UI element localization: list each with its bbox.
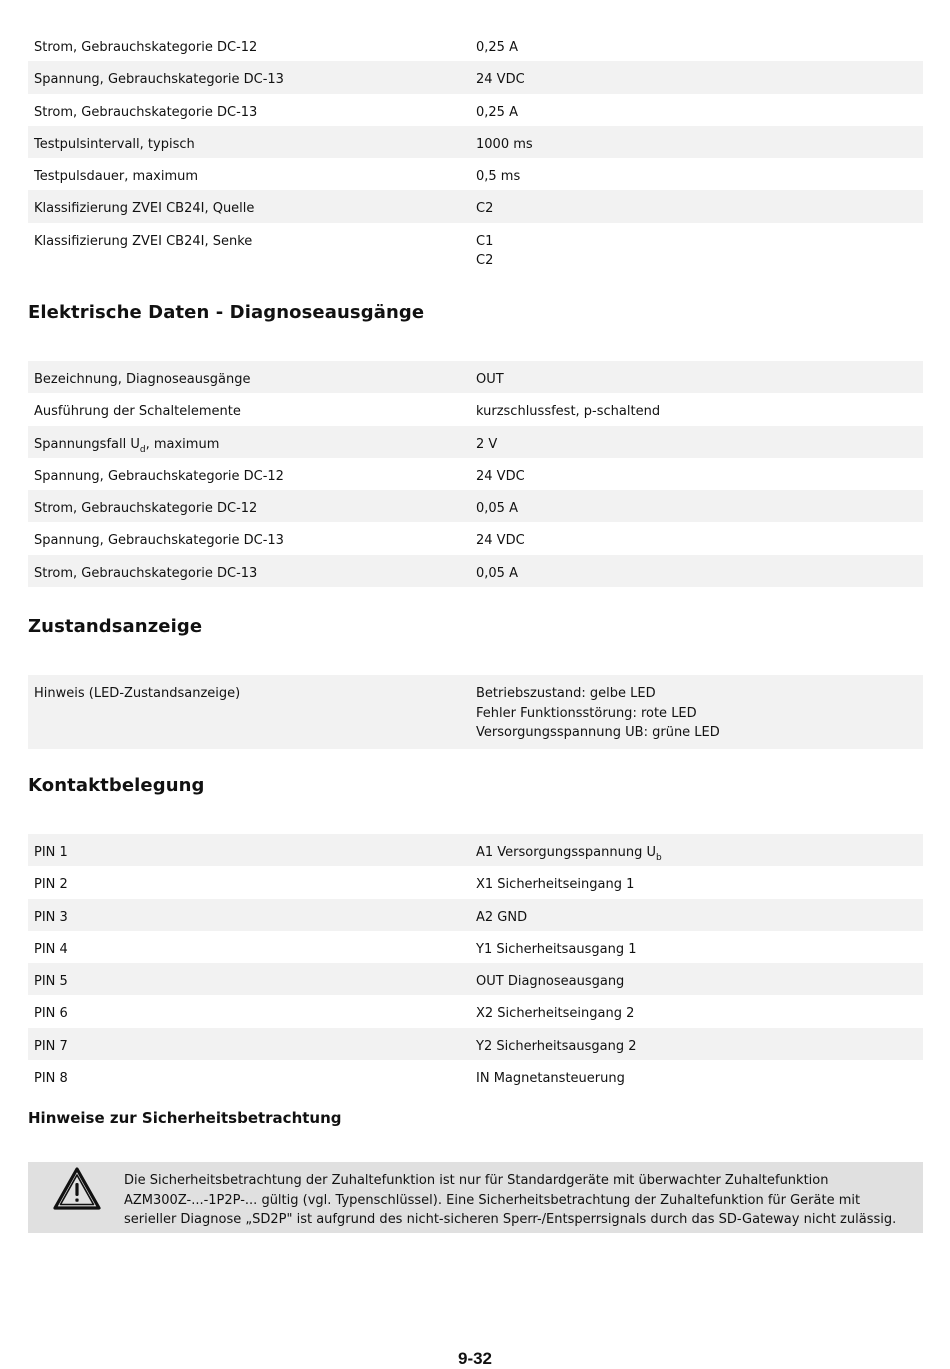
- row-value: 0,5 ms: [476, 169, 521, 185]
- table-row: [28, 995, 923, 1027]
- table-row: [28, 94, 923, 126]
- table-electrical-continued: [28, 29, 923, 276]
- table-row: [28, 963, 923, 995]
- row-value: kurzschlussfest, p-schaltend: [476, 404, 661, 420]
- table-row: [28, 490, 923, 522]
- table-status-display: [28, 675, 923, 749]
- label-text: , maximum: [145, 436, 220, 452]
- row-label: PIN 2: [34, 877, 68, 893]
- row-value: OUT: [476, 372, 504, 387]
- table-row: [28, 1060, 923, 1092]
- row-label: Hinweis (LED-Zustandsanzeige): [34, 686, 241, 701]
- table-row: [28, 899, 923, 931]
- table-row: [28, 931, 923, 963]
- table-row: [28, 190, 923, 222]
- table-row: [28, 223, 923, 276]
- row-label: PIN 3: [34, 909, 68, 925]
- row-value: 1000 ms: [476, 136, 533, 152]
- table-row: [28, 834, 923, 866]
- table-row: [28, 555, 923, 587]
- row-value: [476, 684, 923, 743]
- table-row: [28, 522, 923, 554]
- value-line: Versorgungsspannung UB: grüne LED: [476, 725, 720, 740]
- section-heading-pin-assignment: Kontaktbelegung: [28, 775, 205, 796]
- row-value: 0,05 A: [476, 565, 518, 581]
- table-diagnostic-outputs: [28, 361, 923, 587]
- row-label: Strom, Gebrauchskategorie DC-13: [34, 565, 258, 581]
- row-label: Strom, Gebrauchskategorie DC-12: [34, 501, 258, 517]
- value-line: Betriebszustand: gelbe LED: [476, 686, 656, 701]
- row-value: Y2 Sicherheitsausgang 2: [476, 1038, 637, 1054]
- row-value: OUT Diagnoseausgang: [476, 974, 625, 990]
- row-value: A2 GND: [476, 909, 528, 925]
- table-row: [28, 458, 923, 490]
- row-value: [476, 232, 923, 271]
- table-row: [28, 393, 923, 425]
- value-line: Fehler Funktionsstörung: rote LED: [476, 705, 697, 721]
- section-heading-diagnostic-outputs: Elektrische Daten - Diagnoseausgänge: [28, 302, 425, 323]
- value-subscript: b: [655, 853, 662, 863]
- row-label: Ausführung der Schaltelemente: [34, 404, 241, 420]
- row-label: [28, 435, 476, 458]
- row-label: Strom, Gebrauchskategorie DC-13: [34, 104, 258, 120]
- section-heading-safety-notes: Hinweise zur Sicherheitsbetrachtung: [28, 1109, 342, 1127]
- row-label: PIN 1: [34, 845, 68, 860]
- row-label: PIN 7: [34, 1038, 68, 1054]
- label-text: Spannungsfall U: [34, 436, 140, 452]
- row-label: Strom, Gebrauchskategorie DC-12: [34, 40, 258, 55]
- row-label: Bezeichnung, Diagnoseausgänge: [34, 372, 251, 387]
- section-heading-status-display: Zustandsanzeige: [28, 616, 203, 637]
- row-label: Spannung, Gebrauchskategorie DC-13: [34, 72, 284, 88]
- value-line: C1: [476, 233, 494, 249]
- row-value: 0,25 A: [476, 40, 518, 55]
- row-value: 24 VDC: [476, 468, 525, 484]
- warning-triangle-icon: [52, 1166, 102, 1212]
- row-value: 24 VDC: [476, 72, 525, 88]
- row-label: PIN 8: [34, 1071, 68, 1087]
- table-row: [28, 361, 923, 393]
- row-value: [476, 843, 923, 866]
- row-label: Testpulsdauer, maximum: [34, 169, 199, 185]
- table-row: [28, 1028, 923, 1060]
- table-row: [28, 29, 923, 61]
- safety-warning-text: Die Sicherheitsbetrachtung der Zuhaltefunktion ist nur für Standardgeräte mit überwachter Zuhaltefunktion AZM300Z-...-1P2P-... gültig (vgl. Typenschlüssel). Eine Sicherheitsbetrachtung der Zuhaltefunktion für Geräte mit serieller Diagnose „SD2P" ist aufgrund des nicht-sicheren Sperr-/Entsperrsignals durch das SD-Gateway nicht zulässig.: [124, 1173, 897, 1227]
- row-label: PIN 5: [34, 974, 68, 990]
- row-label: Klassifizierung ZVEI CB24I, Quelle: [34, 201, 255, 217]
- table-row: [28, 866, 923, 898]
- table-row: [28, 61, 923, 93]
- row-value: Y1 Sicherheitsausgang 1: [476, 941, 637, 957]
- row-label: Klassifizierung ZVEI CB24I, Senke: [34, 233, 253, 249]
- row-value: 0,25 A: [476, 104, 518, 120]
- row-label: Spannung, Gebrauchskategorie DC-13: [34, 533, 284, 549]
- row-value: X2 Sicherheitseingang 2: [476, 1006, 635, 1022]
- row-value: X1 Sicherheitseingang 1: [476, 877, 635, 893]
- table-row: [28, 675, 923, 749]
- table-row: [28, 158, 923, 190]
- row-value: C2: [476, 201, 494, 217]
- value-text: A1 Versorgungsspannung U: [476, 845, 656, 860]
- label-subscript: d: [139, 444, 146, 455]
- value-line: C2: [476, 253, 494, 269]
- safety-warning-box: [28, 1162, 923, 1233]
- row-value: IN Magnetansteuerung: [476, 1071, 625, 1087]
- row-value: 0,05 A: [476, 501, 518, 517]
- table-row: [28, 426, 923, 458]
- row-label: PIN 6: [34, 1006, 68, 1022]
- table-pin-assignment: [28, 834, 923, 1092]
- row-value: 24 VDC: [476, 533, 525, 549]
- page-number: 9-32: [457, 1349, 493, 1368]
- row-label: Testpulsintervall, typisch: [34, 136, 195, 152]
- row-label: Spannung, Gebrauchskategorie DC-12: [34, 468, 284, 484]
- row-value: 2 V: [476, 436, 498, 452]
- row-label: PIN 4: [34, 941, 68, 957]
- table-row: [28, 126, 923, 158]
